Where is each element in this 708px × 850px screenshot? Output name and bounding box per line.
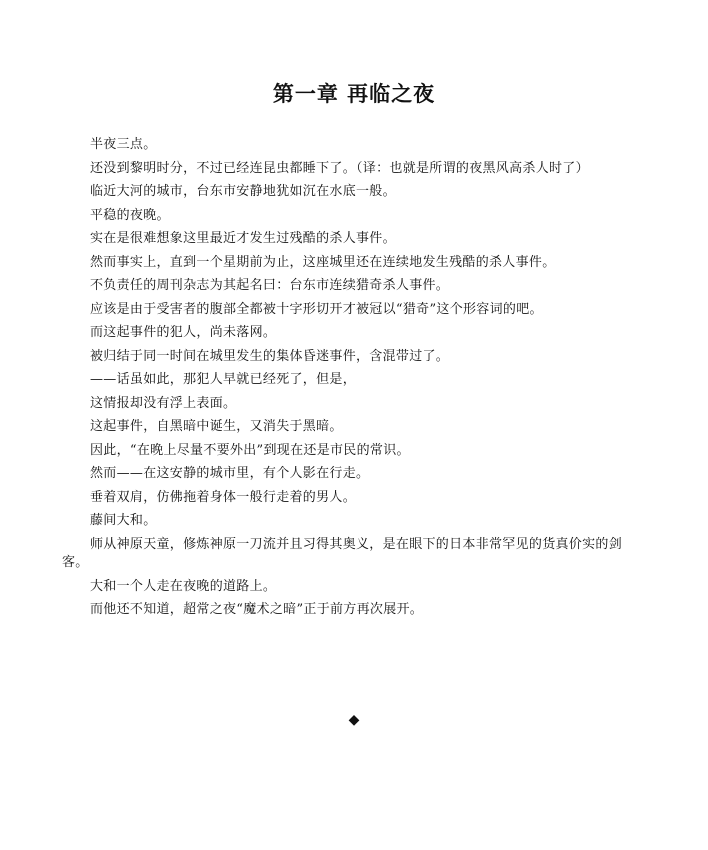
paragraph: 半夜三点。: [90, 137, 157, 152]
paragraph: 垂着双肩，仿佛拖着身体一般行走着的男人。: [90, 489, 357, 505]
paragraph: 平稳的夜晚。: [90, 207, 170, 223]
paragraph: 而这起事件的犯人，尚未落网。: [90, 325, 277, 340]
paragraph: 而他还不知道，超常之夜“魔术之暗”正于前方再次展开。: [90, 602, 424, 617]
paragraph: 师从神原天童，修炼神原一刀流并且习得其奥义，是在眼下的日本非常罕见的货真价实的剑客。: [62, 536, 623, 570]
paragraph: 还没到黎明时分，不过已经连昆虫都睡下了。（译：也就是所谓的夜黑风高杀人时了）: [90, 160, 589, 176]
paragraph: ——话虽如此，那犯人早就已经死了，但是，: [90, 372, 357, 387]
chapter-title: 第一章 再临之夜: [272, 81, 436, 106]
paragraph: 实在是很难想象这里最近才发生过残酷的杀人事件。: [90, 231, 396, 246]
paragraph: 这情报却没有浮上表面。: [90, 395, 237, 411]
paragraph: 藤间大和。: [90, 513, 157, 528]
paragraph: 这起事件，自黑暗中诞生，又消失于黑暗。: [90, 419, 343, 434]
paragraph: 然而——在这安静的城市里，有个人影在行走。: [90, 466, 370, 481]
section-break-diamond-icon: ◆: [348, 712, 360, 728]
paragraph: 被归结于同一时间在城里发生的集体昏迷事件，含混带过了。: [90, 348, 450, 364]
paragraph: 然而事实上，直到一个星期前为止，这座城里还在连续地发生残酷的杀人事件。: [90, 254, 556, 270]
paragraph: 大和一个人走在夜晚的道路上。: [90, 578, 277, 594]
paragraph: 应该是由于受害者的腹部全都被十字形切开才被冠以“猎奇”这个形容词的吧。: [90, 301, 543, 317]
paragraph: 因此，“在晚上尽量不要外出”到现在还是市民的常识。: [90, 442, 410, 458]
paragraph: 不负责任的周刊杂志为其起名曰：台东市连续猎奇杀人事件。: [90, 278, 450, 293]
chapter-body: [62, 136, 622, 625]
paragraph: 临近大河的城市，台东市安静地犹如沉在水底一般。: [90, 184, 396, 199]
